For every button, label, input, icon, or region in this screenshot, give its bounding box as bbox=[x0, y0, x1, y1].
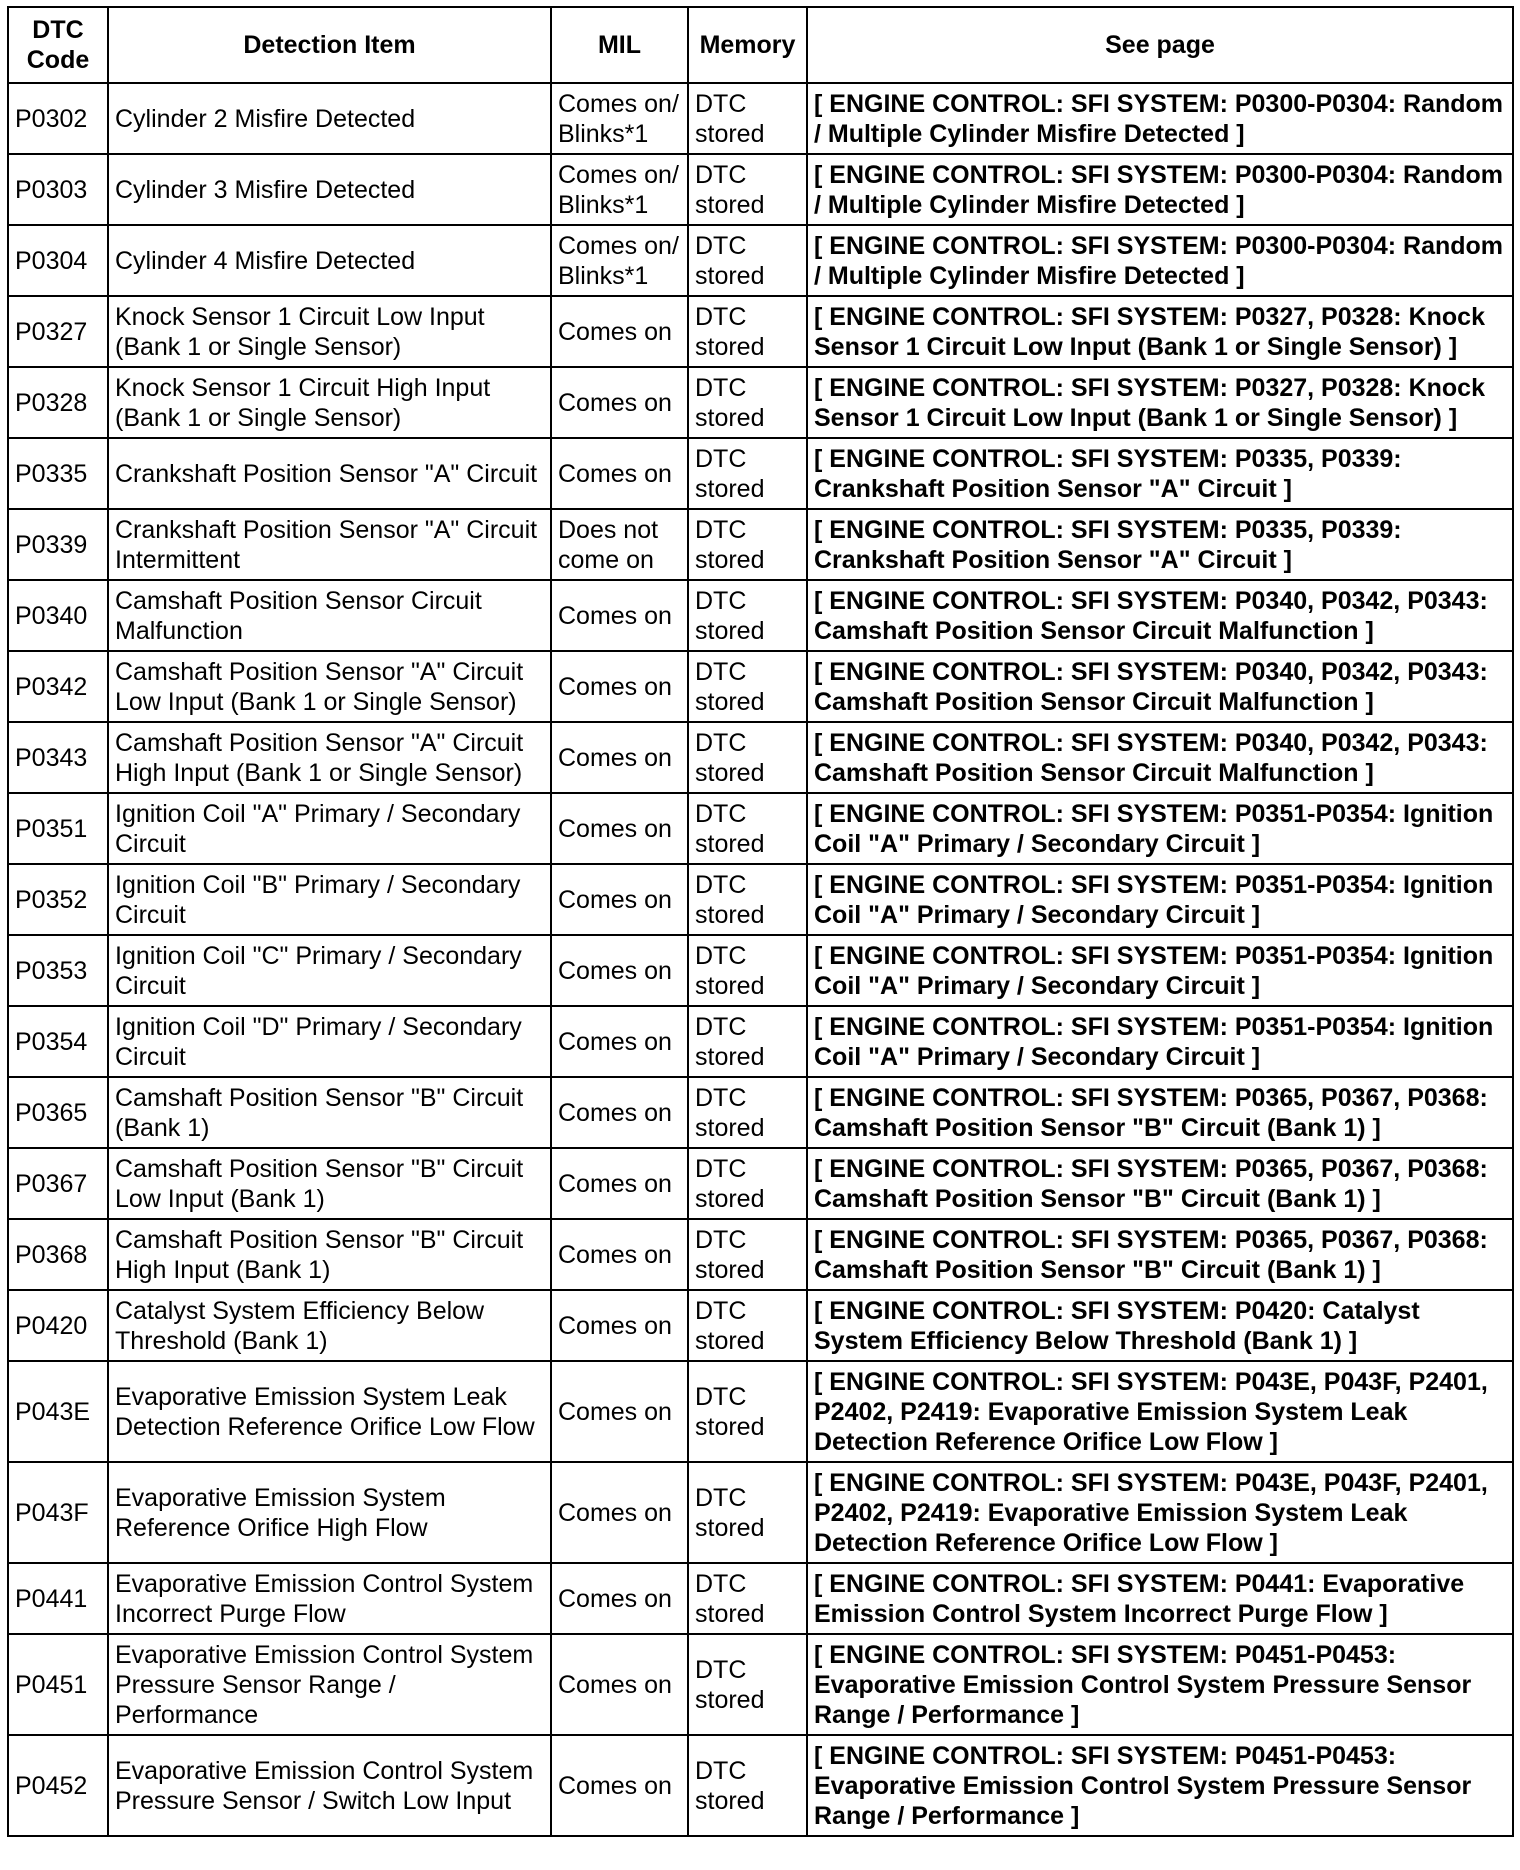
cell-memory: DTC stored bbox=[688, 367, 807, 438]
dtc-table bbox=[7, 6, 1514, 1837]
table-row bbox=[8, 935, 1513, 1006]
cell-detection-item: Knock Sensor 1 Circuit Low Input (Bank 1 or Single Sensor) bbox=[108, 296, 551, 367]
table-row bbox=[8, 793, 1513, 864]
cell-detection-item: Cylinder 4 Misfire Detected bbox=[108, 225, 551, 296]
cell-see-page: [ ENGINE CONTROL: SFI SYSTEM: P0300-P0304: Random / Multiple Cylinder Misfire Detected ] bbox=[807, 154, 1513, 225]
table-row bbox=[8, 1148, 1513, 1219]
cell-dtc-code: P0452 bbox=[8, 1735, 108, 1836]
cell-see-page: [ ENGINE CONTROL: SFI SYSTEM: P043E, P043F, P2401, P2402, P2419: Evaporative Emission System Leak Detection Reference Orifice Low Flow ] bbox=[807, 1462, 1513, 1563]
cell-mil: Comes on bbox=[551, 1077, 688, 1148]
cell-memory: DTC stored bbox=[688, 154, 807, 225]
cell-detection-item: Crankshaft Position Sensor "A" Circuit Intermittent bbox=[108, 509, 551, 580]
cell-see-page: [ ENGINE CONTROL: SFI SYSTEM: P0335, P0339: Crankshaft Position Sensor "A" Circuit ] bbox=[807, 509, 1513, 580]
header-mil: MIL bbox=[551, 7, 688, 83]
cell-see-page: [ ENGINE CONTROL: SFI SYSTEM: P0441: Evaporative Emission Control System Incorrect Purge Flow ] bbox=[807, 1563, 1513, 1634]
cell-detection-item: Evaporative Emission Control System Incorrect Purge Flow bbox=[108, 1563, 551, 1634]
table-row bbox=[8, 1634, 1513, 1735]
cell-memory: DTC stored bbox=[688, 1290, 807, 1361]
cell-mil: Comes on bbox=[551, 1148, 688, 1219]
table-row bbox=[8, 1077, 1513, 1148]
cell-mil: Comes on bbox=[551, 1634, 688, 1735]
cell-mil: Comes on bbox=[551, 1462, 688, 1563]
table-row bbox=[8, 1290, 1513, 1361]
table-row bbox=[8, 1735, 1513, 1836]
header-detection-item: Detection Item bbox=[108, 7, 551, 83]
cell-memory: DTC stored bbox=[688, 1361, 807, 1462]
cell-dtc-code: P0335 bbox=[8, 438, 108, 509]
cell-see-page: [ ENGINE CONTROL: SFI SYSTEM: P0351-P0354: Ignition Coil "A" Primary / Secondary Circuit ] bbox=[807, 935, 1513, 1006]
cell-see-page: [ ENGINE CONTROL: SFI SYSTEM: P0335, P0339: Crankshaft Position Sensor "A" Circuit ] bbox=[807, 438, 1513, 509]
table-row bbox=[8, 580, 1513, 651]
cell-mil: Comes on bbox=[551, 580, 688, 651]
cell-detection-item: Camshaft Position Sensor "B" Circuit (Bank 1) bbox=[108, 1077, 551, 1148]
cell-memory: DTC stored bbox=[688, 438, 807, 509]
cell-see-page: [ ENGINE CONTROL: SFI SYSTEM: P0340, P0342, P0343: Camshaft Position Sensor Circuit Malfunction ] bbox=[807, 651, 1513, 722]
cell-memory: DTC stored bbox=[688, 935, 807, 1006]
cell-detection-item: Camshaft Position Sensor "B" Circuit High Input (Bank 1) bbox=[108, 1219, 551, 1290]
cell-dtc-code: P0353 bbox=[8, 935, 108, 1006]
cell-dtc-code: P0368 bbox=[8, 1219, 108, 1290]
cell-detection-item: Ignition Coil "A" Primary / Secondary Circuit bbox=[108, 793, 551, 864]
cell-memory: DTC stored bbox=[688, 83, 807, 154]
cell-see-page: [ ENGINE CONTROL: SFI SYSTEM: P0300-P0304: Random / Multiple Cylinder Misfire Detected ] bbox=[807, 225, 1513, 296]
cell-dtc-code: P0343 bbox=[8, 722, 108, 793]
cell-mil: Comes on bbox=[551, 367, 688, 438]
cell-memory: DTC stored bbox=[688, 296, 807, 367]
header-memory: Memory bbox=[688, 7, 807, 83]
cell-see-page: [ ENGINE CONTROL: SFI SYSTEM: P043E, P043F, P2401, P2402, P2419: Evaporative Emission System Leak Detection Reference Orifice Low Flow ] bbox=[807, 1361, 1513, 1462]
cell-see-page: [ ENGINE CONTROL: SFI SYSTEM: P0351-P0354: Ignition Coil "A" Primary / Secondary Circuit ] bbox=[807, 1006, 1513, 1077]
cell-dtc-code: P0328 bbox=[8, 367, 108, 438]
cell-detection-item: Camshaft Position Sensor "A" Circuit Low Input (Bank 1 or Single Sensor) bbox=[108, 651, 551, 722]
cell-detection-item: Knock Sensor 1 Circuit High Input (Bank 1 or Single Sensor) bbox=[108, 367, 551, 438]
cell-see-page: [ ENGINE CONTROL: SFI SYSTEM: P0451-P0453: Evaporative Emission Control System Pressure Sensor Range / Performance ] bbox=[807, 1735, 1513, 1836]
cell-dtc-code: P0367 bbox=[8, 1148, 108, 1219]
cell-detection-item: Evaporative Emission System Leak Detection Reference Orifice Low Flow bbox=[108, 1361, 551, 1462]
cell-mil: Comes on bbox=[551, 296, 688, 367]
cell-memory: DTC stored bbox=[688, 580, 807, 651]
cell-memory: DTC stored bbox=[688, 1563, 807, 1634]
cell-mil: Comes on bbox=[551, 1006, 688, 1077]
cell-see-page: [ ENGINE CONTROL: SFI SYSTEM: P0351-P0354: Ignition Coil "A" Primary / Secondary Circuit ] bbox=[807, 793, 1513, 864]
cell-mil: Does not come on bbox=[551, 509, 688, 580]
cell-detection-item: Evaporative Emission System Reference Orifice High Flow bbox=[108, 1462, 551, 1563]
cell-memory: DTC stored bbox=[688, 1219, 807, 1290]
cell-detection-item: Ignition Coil "C" Primary / Secondary Circuit bbox=[108, 935, 551, 1006]
cell-dtc-code: P043F bbox=[8, 1462, 108, 1563]
table-row bbox=[8, 509, 1513, 580]
cell-dtc-code: P0303 bbox=[8, 154, 108, 225]
cell-detection-item: Camshaft Position Sensor Circuit Malfunction bbox=[108, 580, 551, 651]
cell-see-page: [ ENGINE CONTROL: SFI SYSTEM: P0420: Catalyst System Efficiency Below Threshold (Bank 1) ] bbox=[807, 1290, 1513, 1361]
header-see-page: See page bbox=[807, 7, 1513, 83]
cell-memory: DTC stored bbox=[688, 722, 807, 793]
cell-dtc-code: P0327 bbox=[8, 296, 108, 367]
cell-dtc-code: P0451 bbox=[8, 1634, 108, 1735]
cell-mil: Comes on bbox=[551, 935, 688, 1006]
cell-see-page: [ ENGINE CONTROL: SFI SYSTEM: P0365, P0367, P0368: Camshaft Position Sensor "B" Circuit (Bank 1) ] bbox=[807, 1148, 1513, 1219]
cell-detection-item: Evaporative Emission Control System Pressure Sensor Range / Performance bbox=[108, 1634, 551, 1735]
cell-memory: DTC stored bbox=[688, 1006, 807, 1077]
cell-detection-item: Ignition Coil "B" Primary / Secondary Circuit bbox=[108, 864, 551, 935]
cell-see-page: [ ENGINE CONTROL: SFI SYSTEM: P0365, P0367, P0368: Camshaft Position Sensor "B" Circuit (Bank 1) ] bbox=[807, 1077, 1513, 1148]
table-row bbox=[8, 367, 1513, 438]
table-row bbox=[8, 1361, 1513, 1462]
cell-dtc-code: P0365 bbox=[8, 1077, 108, 1148]
cell-memory: DTC stored bbox=[688, 225, 807, 296]
cell-memory: DTC stored bbox=[688, 1634, 807, 1735]
table-row bbox=[8, 1006, 1513, 1077]
cell-mil: Comes on bbox=[551, 1563, 688, 1634]
cell-mil: Comes on bbox=[551, 1735, 688, 1836]
cell-see-page: [ ENGINE CONTROL: SFI SYSTEM: P0451-P0453: Evaporative Emission Control System Pressure Sensor Range / Performance ] bbox=[807, 1634, 1513, 1735]
cell-memory: DTC stored bbox=[688, 651, 807, 722]
cell-memory: DTC stored bbox=[688, 1462, 807, 1563]
cell-detection-item: Catalyst System Efficiency Below Threshold (Bank 1) bbox=[108, 1290, 551, 1361]
cell-dtc-code: P0351 bbox=[8, 793, 108, 864]
cell-detection-item: Camshaft Position Sensor "A" Circuit High Input (Bank 1 or Single Sensor) bbox=[108, 722, 551, 793]
table-row bbox=[8, 83, 1513, 154]
cell-mil: Comes on/ Blinks*1 bbox=[551, 225, 688, 296]
cell-mil: Comes on bbox=[551, 722, 688, 793]
cell-mil: Comes on bbox=[551, 1361, 688, 1462]
cell-mil: Comes on bbox=[551, 1290, 688, 1361]
cell-see-page: [ ENGINE CONTROL: SFI SYSTEM: P0300-P0304: Random / Multiple Cylinder Misfire Detected ] bbox=[807, 83, 1513, 154]
table-header-row bbox=[8, 7, 1513, 83]
cell-memory: DTC stored bbox=[688, 1148, 807, 1219]
cell-mil: Comes on bbox=[551, 864, 688, 935]
cell-memory: DTC stored bbox=[688, 1735, 807, 1836]
cell-mil: Comes on bbox=[551, 793, 688, 864]
cell-dtc-code: P043E bbox=[8, 1361, 108, 1462]
cell-see-page: [ ENGINE CONTROL: SFI SYSTEM: P0340, P0342, P0343: Camshaft Position Sensor Circuit Malfunction ] bbox=[807, 722, 1513, 793]
cell-dtc-code: P0302 bbox=[8, 83, 108, 154]
cell-see-page: [ ENGINE CONTROL: SFI SYSTEM: P0327, P0328: Knock Sensor 1 Circuit Low Input (Bank 1 or Single Sensor) ] bbox=[807, 296, 1513, 367]
table-row bbox=[8, 296, 1513, 367]
cell-memory: DTC stored bbox=[688, 793, 807, 864]
cell-see-page: [ ENGINE CONTROL: SFI SYSTEM: P0351-P0354: Ignition Coil "A" Primary / Secondary Circuit ] bbox=[807, 864, 1513, 935]
cell-detection-item: Crankshaft Position Sensor "A" Circuit bbox=[108, 438, 551, 509]
cell-see-page: [ ENGINE CONTROL: SFI SYSTEM: P0340, P0342, P0343: Camshaft Position Sensor Circuit Malfunction ] bbox=[807, 580, 1513, 651]
cell-see-page: [ ENGINE CONTROL: SFI SYSTEM: P0327, P0328: Knock Sensor 1 Circuit Low Input (Bank 1 or Single Sensor) ] bbox=[807, 367, 1513, 438]
cell-mil: Comes on/ Blinks*1 bbox=[551, 154, 688, 225]
cell-memory: DTC stored bbox=[688, 864, 807, 935]
cell-dtc-code: P0354 bbox=[8, 1006, 108, 1077]
cell-dtc-code: P0340 bbox=[8, 580, 108, 651]
cell-mil: Comes on bbox=[551, 438, 688, 509]
cell-detection-item: Evaporative Emission Control System Pressure Sensor / Switch Low Input bbox=[108, 1735, 551, 1836]
cell-mil: Comes on bbox=[551, 1219, 688, 1290]
header-dtc-code: DTC Code bbox=[8, 7, 108, 83]
cell-mil: Comes on bbox=[551, 651, 688, 722]
cell-dtc-code: P0342 bbox=[8, 651, 108, 722]
cell-dtc-code: P0352 bbox=[8, 864, 108, 935]
table-row bbox=[8, 1563, 1513, 1634]
table-row bbox=[8, 225, 1513, 296]
cell-dtc-code: P0441 bbox=[8, 1563, 108, 1634]
table-row bbox=[8, 154, 1513, 225]
cell-detection-item: Cylinder 3 Misfire Detected bbox=[108, 154, 551, 225]
cell-mil: Comes on/ Blinks*1 bbox=[551, 83, 688, 154]
table-row bbox=[8, 438, 1513, 509]
table-row bbox=[8, 651, 1513, 722]
cell-dtc-code: P0304 bbox=[8, 225, 108, 296]
cell-see-page: [ ENGINE CONTROL: SFI SYSTEM: P0365, P0367, P0368: Camshaft Position Sensor "B" Circuit (Bank 1) ] bbox=[807, 1219, 1513, 1290]
table-row bbox=[8, 1219, 1513, 1290]
cell-memory: DTC stored bbox=[688, 1077, 807, 1148]
table-row bbox=[8, 722, 1513, 793]
cell-detection-item: Camshaft Position Sensor "B" Circuit Low Input (Bank 1) bbox=[108, 1148, 551, 1219]
cell-dtc-code: P0420 bbox=[8, 1290, 108, 1361]
table-row bbox=[8, 864, 1513, 935]
cell-dtc-code: P0339 bbox=[8, 509, 108, 580]
cell-detection-item: Ignition Coil "D" Primary / Secondary Circuit bbox=[108, 1006, 551, 1077]
table-row bbox=[8, 1462, 1513, 1563]
cell-detection-item: Cylinder 2 Misfire Detected bbox=[108, 83, 551, 154]
cell-memory: DTC stored bbox=[688, 509, 807, 580]
